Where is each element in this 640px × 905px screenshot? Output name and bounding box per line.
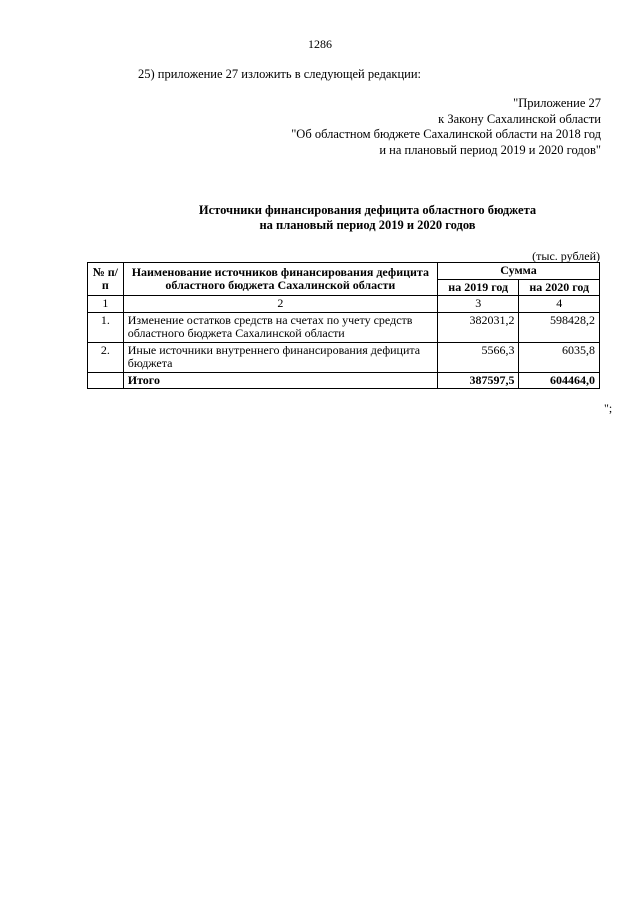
appendix-reference (291, 96, 601, 158)
row-value-2020: 598428,2 (519, 312, 600, 342)
document-title (0, 203, 640, 233)
row-number: 1. (88, 312, 124, 342)
table-total-row (88, 372, 600, 389)
table-row (88, 342, 600, 372)
row-value-2019: 5566,3 (437, 342, 519, 372)
header-number: № п/п (88, 263, 124, 296)
total-value-2019: 387597,5 (437, 372, 519, 389)
appendix-line: и на плановый период 2019 и 2020 годов" (379, 142, 601, 157)
title-line: Источники финансирования дефицита областного бюджета (198, 203, 537, 217)
table-row (88, 312, 600, 342)
row-number: 2. (88, 342, 124, 372)
row-value-2020: 6035,8 (519, 342, 600, 372)
header-name: Наименование источников финансирования дефицита областного бюджета Сахалинской области (123, 263, 437, 296)
financing-sources-table (87, 262, 600, 389)
appendix-line: к Закону Сахалинской области (438, 111, 601, 126)
column-number: 4 (519, 296, 600, 313)
appendix-line: "Об областном бюджете Сахалинской области на 2018 год (291, 127, 601, 141)
total-label: Итого (123, 372, 437, 389)
total-value-2020: 604464,0 (519, 372, 600, 389)
column-number: 3 (437, 296, 519, 313)
table-header-row (88, 263, 600, 280)
header-2019: на 2019 год (437, 279, 519, 296)
row-name: Иные источники внутреннего финансирования дефицита бюджета (123, 342, 437, 372)
header-sum: Сумма (437, 263, 599, 280)
page-number: 1286 (308, 37, 332, 51)
column-number: 2 (123, 296, 437, 313)
appendix-line: "Приложение 27 (513, 96, 601, 110)
title-line: на плановый период 2019 и 2020 годов (259, 218, 476, 232)
row-value-2019: 382031,2 (437, 312, 519, 342)
header-2020: на 2020 год (519, 279, 600, 296)
instruction-text: 25) приложение 27 изложить в следующей редакции: (138, 67, 421, 81)
row-name: Изменение остатков средств на счетах по учету средств областного бюджета Сахалинской области (123, 312, 437, 342)
unit-label: (тыс. рублей) (532, 249, 600, 263)
column-number-row (88, 296, 600, 313)
column-number: 1 (88, 296, 124, 313)
total-number (88, 372, 124, 389)
closing-quote-mark: "; (604, 401, 613, 415)
